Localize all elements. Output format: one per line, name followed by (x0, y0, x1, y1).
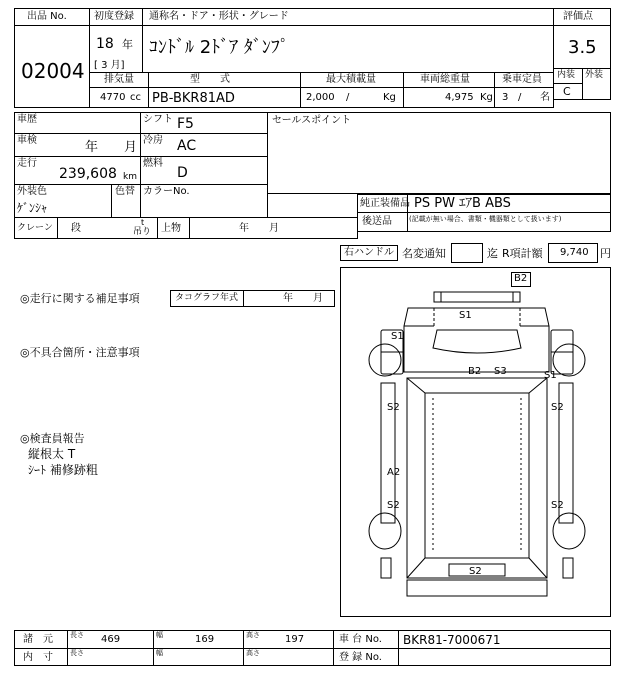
details-grid (14, 112, 268, 218)
displacement-unit: cc (130, 92, 141, 103)
mileage-value: 239,608 (59, 166, 117, 182)
inner-height-label: 高さ (246, 649, 260, 657)
damage-s1-right: S1 (544, 370, 557, 381)
height-value: 197 (285, 634, 305, 645)
max-load-slash: / (346, 92, 350, 103)
ac-label: 冷房 (143, 135, 163, 146)
driving-notes-label: ◎走行に関する補足事項 (20, 292, 140, 305)
gross-weight-unit: Kg (480, 92, 493, 103)
name-change-label: 名変通知 (402, 247, 446, 260)
model-code: PB-BKR81AD (152, 91, 235, 106)
tachograph-box (170, 290, 335, 307)
mileage-unit: km (123, 172, 137, 182)
equipment-label: 純正装備品 (360, 198, 410, 209)
crane-stage: 段 (71, 223, 81, 234)
spec-label: 諸 元 (23, 634, 53, 645)
damage-b2-mid: B2 (468, 366, 482, 377)
damage-s2-right-upper: S2 (551, 402, 564, 413)
odometer-label: R項計額 (502, 247, 543, 260)
first-registration-box (89, 8, 143, 73)
defect-notes-label: ◎不具合箇所・注意事項 (20, 346, 140, 359)
displacement-label: 排気量 (104, 74, 134, 85)
length-value: 469 (101, 634, 121, 645)
vehicle-diagram (340, 267, 611, 617)
interior-label: 内装 (557, 70, 576, 80)
damage-s1-cab: S1 (459, 310, 472, 321)
crane-date: 年 月 (239, 223, 279, 234)
gross-weight-label: 車両総重量 (420, 74, 470, 85)
accessories-label: 後送品 (362, 216, 392, 227)
height-label: 高さ (246, 631, 260, 639)
capacity-label: 乗車定員 (502, 74, 542, 85)
reg-year-unit: 年 (122, 38, 133, 51)
damage-s3-mid: S3 (494, 366, 507, 377)
crane-hoist-unit: t (141, 218, 145, 227)
lot-label: 出品 No. (27, 11, 67, 22)
equipment-value: PS PW ｴｱB ABS (414, 196, 511, 211)
odometer-value: 9,740 (560, 247, 589, 258)
mileage-label: 走行 (17, 158, 37, 169)
capacity-slash: / (518, 92, 522, 103)
max-load-label: 最大積載量 (326, 74, 376, 85)
shift-label: シフト (143, 114, 173, 125)
capacity-value: 3 (502, 92, 509, 103)
inspector-line-1: 縦根太 T (28, 447, 76, 461)
odometer-box (548, 243, 598, 263)
chassis-number: BKR81-7000671 (403, 633, 501, 647)
equipment-box (357, 194, 611, 232)
lot-number: 02004 (21, 59, 85, 83)
name-change-box (451, 243, 483, 263)
gross-weight-value: 4,975 (445, 92, 474, 103)
max-load-value: 2,000 (306, 92, 335, 103)
reg-month: [ 3 月] (94, 60, 125, 71)
damage-s2-left-lower: S2 (387, 500, 400, 511)
rhd-label: 右ハンドル (344, 247, 394, 258)
grade-label: 評価点 (563, 11, 593, 22)
odometer-unit: 円 (600, 247, 611, 260)
tachograph-value: 年 月 (283, 293, 323, 304)
specs-row (89, 72, 554, 108)
color-code-label: 色替 (115, 186, 135, 197)
exterior-label: 外装 (585, 70, 604, 80)
max-load-unit: Kg (383, 92, 396, 103)
reg-year: 18 (96, 36, 114, 52)
grade-box (553, 8, 611, 100)
damage-a2-left: A2 (387, 467, 401, 478)
capacity-unit: 名 (540, 92, 550, 103)
color-label: 外装色 (17, 186, 47, 197)
width-value: 169 (195, 634, 215, 645)
dimensions-table (14, 630, 611, 666)
displacement-value: 4770 (100, 92, 126, 103)
damage-b2-top: B2 (514, 273, 528, 284)
interior-grade: C (563, 85, 571, 98)
rhd-flag (340, 245, 398, 261)
inner-width-label: 幅 (156, 649, 163, 657)
odometer-mark: 迄 (487, 247, 498, 260)
inspection-label: 車検 (17, 135, 37, 146)
damage-s2-rear: S2 (469, 566, 482, 577)
inspector-report-label: ◎検査員報告 (20, 432, 85, 445)
lot-number-box (14, 8, 90, 108)
history-label: 車歴 (17, 114, 37, 125)
model-description-box (142, 8, 554, 73)
shift-value: F5 (177, 116, 194, 132)
model-desc-label: 通称名・ドア・形状・グレード (149, 11, 289, 22)
tachograph-label: タコグラフ年式 (175, 293, 239, 303)
inspector-line-2: ｼｰﾄ 補修跡粗 (28, 463, 98, 477)
truck-outline (341, 268, 610, 616)
accessories-note: (記載が無い場合、書類・機器類として扱います) (409, 215, 562, 223)
grade-value: 3.5 (568, 37, 597, 58)
model-code-label: 型 式 (190, 74, 230, 85)
damage-s1-left: S1 (391, 331, 404, 342)
length-label: 長さ (70, 631, 84, 639)
damage-s2-right-lower: S2 (551, 500, 564, 511)
chassis-label: 車 台 No. (339, 634, 382, 645)
damage-s2-left-upper: S2 (387, 402, 400, 413)
crane-label: クレーン (17, 223, 53, 233)
model-description: ｺﾝﾄﾞﾙ 2ﾄﾞｱ ﾀﾞﾝﾌﾟ (149, 37, 289, 58)
fuel-value: D (177, 165, 188, 181)
color-no-label: カラーNo. (143, 186, 190, 197)
sales-point-label: セールスポイント (272, 115, 352, 126)
inspection-value: 年 月 (85, 140, 138, 155)
crane-hoist: 吊り (133, 227, 152, 237)
inner-dims-label: 内 寸 (23, 652, 53, 663)
registration-label: 登 録 No. (339, 652, 382, 663)
inner-length-label: 長さ (70, 649, 84, 657)
crane-row (14, 217, 358, 239)
ac-value: AC (177, 138, 197, 154)
first-reg-label: 初度登録 (94, 11, 134, 22)
color-name: ｹﾞﾝｼｬ (17, 201, 48, 215)
sales-point-box (267, 112, 611, 194)
width-label: 幅 (156, 631, 163, 639)
crane-upper-label: 上物 (161, 223, 181, 234)
fuel-label: 燃料 (143, 158, 163, 169)
